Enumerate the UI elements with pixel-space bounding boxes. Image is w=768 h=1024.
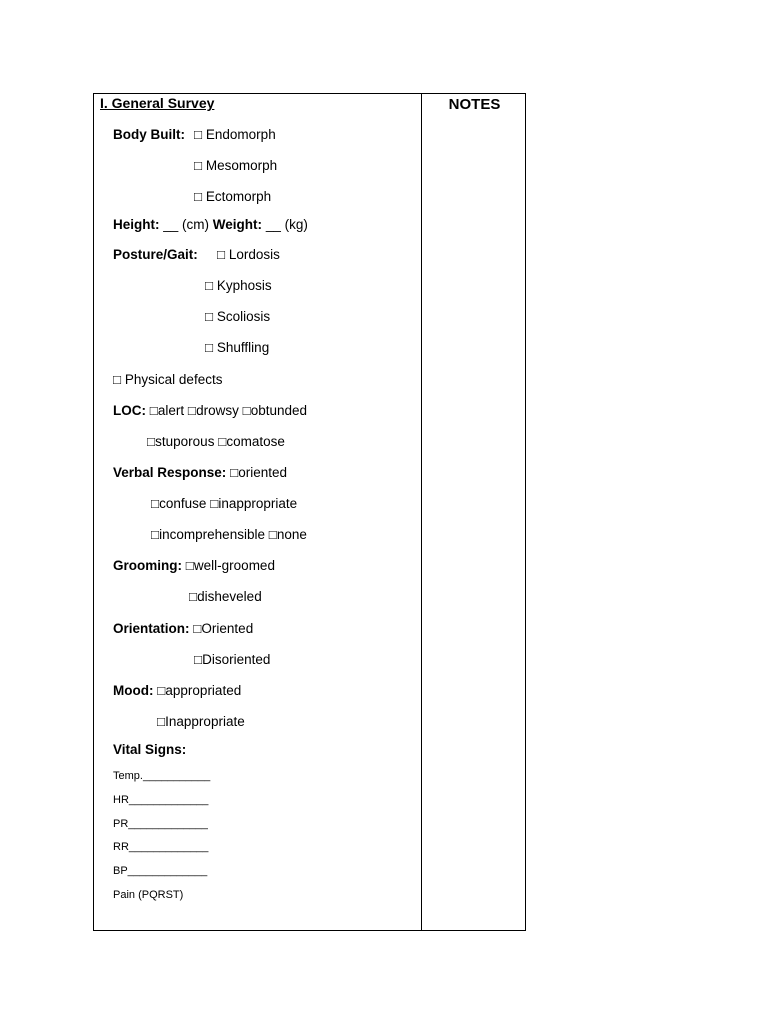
physical-defects-checkbox[interactable]: □ Physical defects xyxy=(113,372,223,387)
weight-field[interactable]: __ (kg) xyxy=(265,217,308,232)
orientation-row xyxy=(113,621,253,637)
body-built-option-ectomorph[interactable]: □ Ectomorph xyxy=(194,189,272,204)
posture-option-kyphosis[interactable]: □ Kyphosis xyxy=(205,278,272,293)
orientation-options-line1[interactable]: □Oriented xyxy=(193,621,254,636)
posture-option-lordosis[interactable]: □ Lordosis xyxy=(217,247,280,262)
mood-options-line2[interactable]: □Inappropriate xyxy=(157,714,245,729)
grooming-label: Grooming: xyxy=(113,558,182,573)
loc-options-line1[interactable]: □alert □drowsy □obtunded xyxy=(149,403,308,418)
general-survey-table xyxy=(93,93,526,931)
grooming-row xyxy=(113,558,275,574)
height-field[interactable]: __ (cm) xyxy=(163,217,210,232)
mood-options-line1[interactable]: □appropriated xyxy=(157,683,242,698)
vital-signs-label: Vital Signs: xyxy=(113,742,187,757)
height-weight-row xyxy=(113,217,308,233)
vital-pr-field[interactable]: PR_____________ xyxy=(113,818,208,830)
posture-option-shuffling[interactable]: □ Shuffling xyxy=(205,340,270,355)
verbal-options-line2[interactable]: □confuse □inappropriate xyxy=(151,496,298,511)
orientation-label: Orientation: xyxy=(113,621,190,636)
column-divider xyxy=(421,94,422,930)
verbal-label: Verbal Response: xyxy=(113,465,227,480)
grooming-options-line1[interactable]: □well-groomed xyxy=(185,558,275,573)
body-built-label: Body Built: xyxy=(113,127,185,142)
body-built-option-mesomorph[interactable]: □ Mesomorph xyxy=(194,158,278,173)
loc-row xyxy=(113,403,307,419)
body-built-option-endomorph[interactable]: □ Endomorph xyxy=(194,127,276,142)
mood-label: Mood: xyxy=(113,683,154,698)
weight-label: Weight: xyxy=(212,217,263,232)
grooming-options-line2[interactable]: □disheveled xyxy=(189,589,262,604)
loc-options-line2[interactable]: □stuporous □comatose xyxy=(147,434,285,449)
notes-header: NOTES xyxy=(448,96,501,113)
verbal-options-line3[interactable]: □incomprehensible □none xyxy=(151,527,307,542)
verbal-options-line1[interactable]: □oriented xyxy=(230,465,288,480)
vital-hr-field[interactable]: HR_____________ xyxy=(113,794,209,806)
verbal-row xyxy=(113,465,287,481)
loc-label: LOC: xyxy=(113,403,146,418)
posture-label: Posture/Gait: xyxy=(113,247,198,262)
posture-option-scoliosis[interactable]: □ Scoliosis xyxy=(205,309,271,324)
mood-row xyxy=(113,683,241,699)
posture-row xyxy=(113,247,198,263)
height-label: Height: xyxy=(113,217,160,232)
vital-rr-field[interactable]: RR_____________ xyxy=(113,841,209,853)
vital-bp-field[interactable]: BP_____________ xyxy=(113,865,208,877)
section-title: I. General Survey xyxy=(100,95,215,111)
orientation-options-line2[interactable]: □Disoriented xyxy=(194,652,271,667)
vital-temp-field[interactable]: Temp.___________ xyxy=(113,770,211,782)
vital-pain-field[interactable]: Pain (PQRST) xyxy=(113,889,184,901)
body-built-row xyxy=(113,127,185,143)
